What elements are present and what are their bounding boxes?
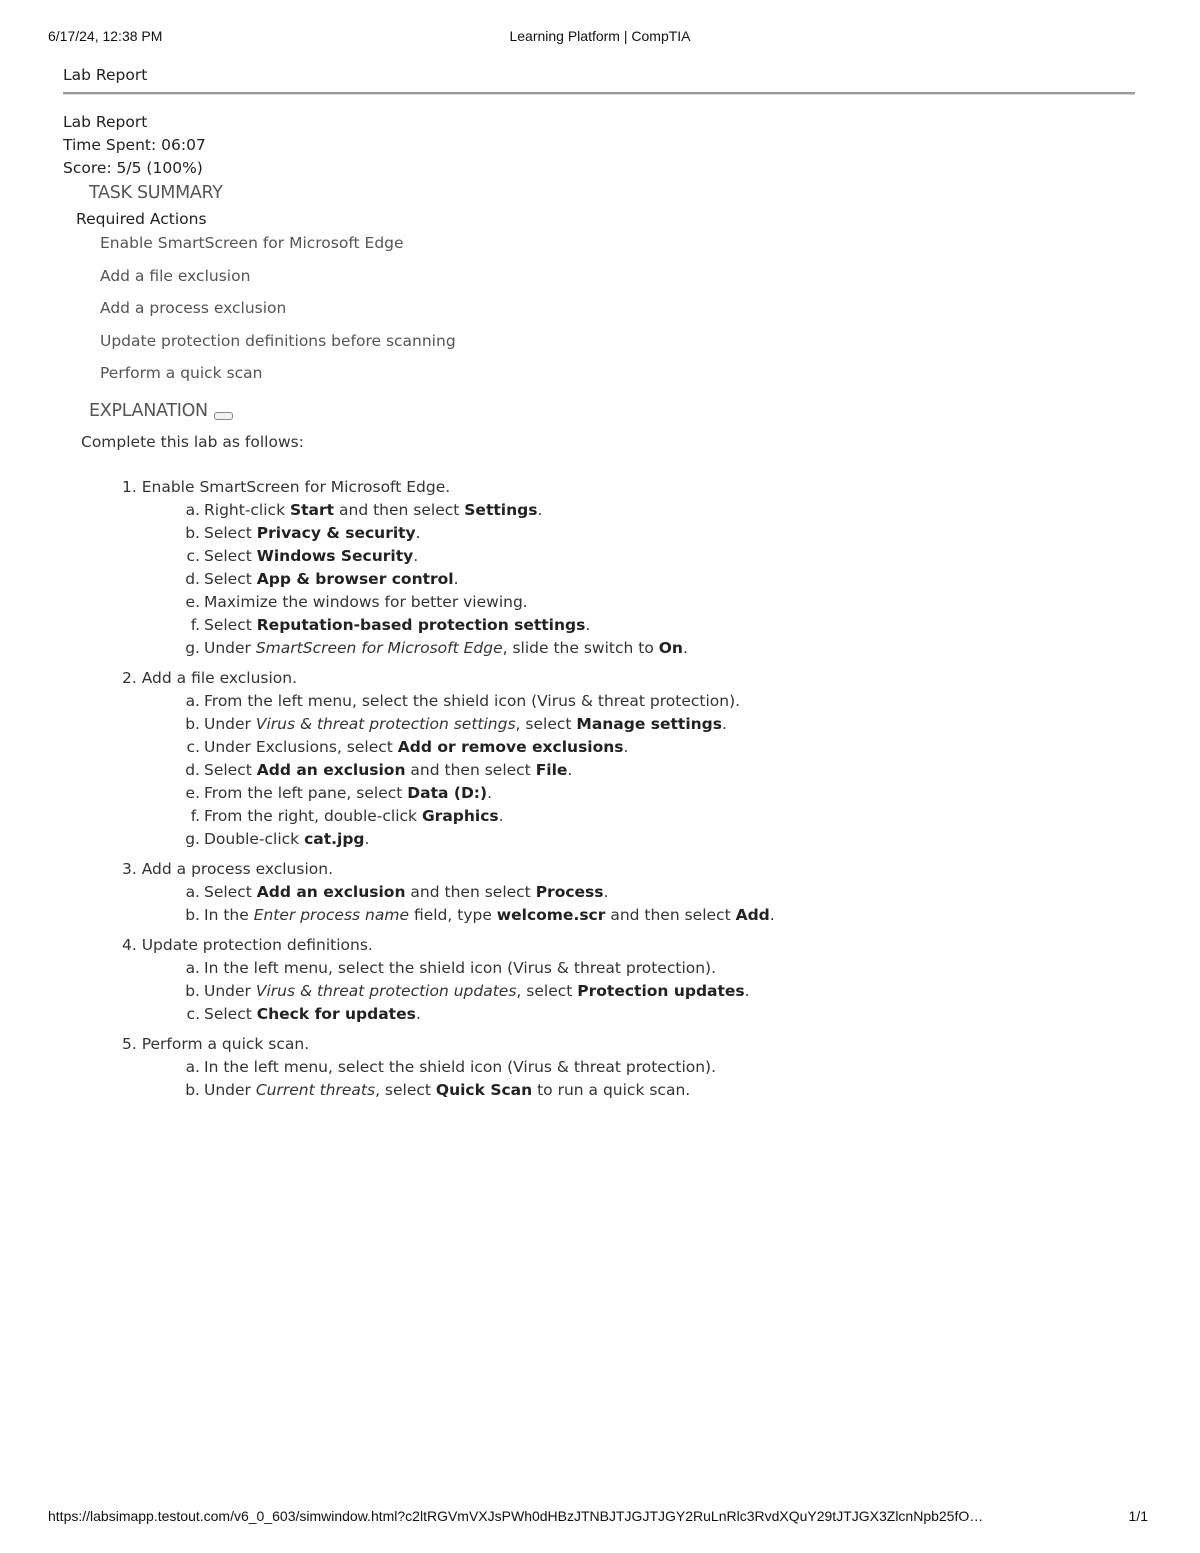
report-meta [63,111,1135,180]
list-item: Add a file exclusion [100,266,251,285]
text-segment: Select [204,615,257,634]
ui-term: Add an exclusion [256,882,406,901]
substep-item [182,904,1135,927]
substep-letter: b. [185,714,200,733]
time-spent: Time Spent: 06:07 [63,136,206,154]
substep-letter: a. [185,691,200,710]
text-segment: From the left pane, select [204,783,408,802]
lab-report [63,64,1135,1109]
step-label: 5. Perform a quick scan. [122,1034,310,1053]
ui-term: Windows Security [256,546,414,565]
substep-list [182,499,1135,660]
text-segment: From the left menu, select the shield icon (Virus & threat protection). [204,691,741,710]
text-segment: Under [204,981,256,1000]
substep-letter: a. [185,500,200,519]
substep-letter: e. [185,783,200,802]
text-segment: . [413,546,419,565]
header-divider [63,92,1135,95]
print-footer [0,1508,1200,1528]
ui-term: Process [535,882,604,901]
text-segment: . [415,523,421,542]
substep-item [182,881,1135,904]
text-segment: Double-click [204,829,305,848]
step-item [122,667,1135,851]
page-count: 1/1 [1128,1508,1148,1524]
ui-term: File [535,760,568,779]
ui-term: welcome.scr [496,905,606,924]
ui-section-name: SmartScreen for Microsoft Edge [255,638,503,657]
text-segment: In the left menu, select the shield icon (Virus & threat protection). [204,958,717,977]
text-segment: Under [204,714,256,733]
substep-letter: b. [185,905,200,924]
ui-term: Reputation-based protection settings [256,615,586,634]
text-segment: Select [204,569,257,588]
text-segment: From the right, double-click [204,806,422,825]
substep-item [182,614,1135,637]
text-segment: , slide the switch to [502,638,659,657]
substep-item [182,957,1135,980]
ui-term: Protection updates [577,981,745,1000]
ui-section-name: Current threats [255,1080,376,1099]
text-segment: Select [204,546,257,565]
explanation-intro: Complete this lab as follows: [81,432,304,451]
substep-letter: c. [186,546,200,565]
collapse-toggle-icon[interactable] [214,412,233,420]
ui-term: Data (D:) [407,783,488,802]
text-segment: . [498,806,504,825]
ui-term: Graphics [421,806,499,825]
page-url: https://labsimapp.testout.com/v6_0_603/simwindow.html?c2ltRGVmVXJsPWh0dHBzJTNBJTJGJTJGY2RuLnRlc3RvdXQuY29tJTJGX3ZlcnNpb25fO… [48,1508,984,1524]
step-label: 1. Enable SmartScreen for Microsoft Edge. [122,477,451,496]
substep-item [182,1056,1135,1079]
substep-letter: e. [185,592,200,611]
text-segment: field, type [409,905,497,924]
substep-item [182,782,1135,805]
ui-term: Quick Scan [435,1080,533,1099]
text-segment: , select [516,981,578,1000]
substep-letter: f. [190,615,200,634]
ui-term: On [658,638,683,657]
substep-letter: d. [185,760,200,779]
step-item [122,1033,1135,1102]
text-segment: . [453,569,459,588]
text-segment: In the [204,905,254,924]
substep-letter: c. [186,737,200,756]
substep-item [182,1079,1135,1102]
substep-letter: g. [185,829,200,848]
list-item: Enable SmartScreen for Microsoft Edge [100,234,404,252]
print-page-title: Learning Platform | CompTIA [509,28,691,44]
substep-item [182,637,1135,660]
list-item: Update protection definitions before scanning [100,331,456,350]
text-segment: . [722,714,727,733]
text-segment: . [623,737,629,756]
ui-term: Manage settings [576,714,722,733]
task-summary-heading: TASK SUMMARY [89,183,223,203]
step-item [122,858,1135,927]
list-item: Add a process exclusion [100,299,287,317]
ui-section-name: Enter process name [253,905,410,924]
substep-list [182,1056,1135,1102]
print-date: 6/17/24, 12:38 PM [48,28,163,44]
substep-item [182,713,1135,736]
substep-item [182,522,1135,545]
step-item [122,476,1135,660]
report-title: Lab Report [63,113,148,131]
substep-item [182,690,1135,713]
substep-letter: d. [185,569,200,588]
substep-item [182,980,1135,1003]
ui-term: Add an exclusion [256,760,406,779]
ui-term: App & browser control [256,569,454,588]
text-segment: and then select [605,905,736,924]
text-segment: . [567,760,573,779]
text-segment: Under [204,638,256,657]
ui-term: Check for updates [256,1004,416,1023]
text-segment: and then select [405,760,536,779]
text-segment: . [585,615,591,634]
ui-term: Privacy & security [256,523,416,542]
text-segment: . [682,638,688,657]
substep-list [182,690,1135,851]
text-segment: Select [204,1004,257,1023]
list-item: Perform a quick scan [100,364,263,382]
substep-item [182,591,1135,614]
text-segment: Select [204,882,257,901]
text-segment: . [537,500,543,519]
text-segment: and then select [405,882,536,901]
substep-item [182,828,1135,851]
substep-item [182,805,1135,828]
substep-letter: g. [185,638,200,657]
required-actions-heading: Required Actions [76,210,207,228]
substep-letter: a. [185,882,200,901]
ui-term: Add [735,905,770,924]
text-segment: . [603,882,609,901]
ui-term: Start [289,500,335,519]
steps-list [122,476,1135,1102]
report-header: Lab Report [63,66,148,84]
substep-letter: a. [185,1057,200,1076]
step-item [122,934,1135,1026]
print-header [0,28,1200,48]
ui-term: Add or remove exclusions [397,737,624,756]
score: Score: 5/5 (100%) [63,159,203,177]
step-label: 4. Update protection definitions. [122,935,373,954]
text-segment: to run a quick scan. [532,1080,691,1099]
substep-item [182,736,1135,759]
substep-letter: b. [185,1080,200,1099]
required-actions-list [100,231,1135,394]
text-segment: Right-click [204,500,290,519]
substep-letter: f. [190,806,200,825]
ui-term: cat.jpg [304,829,365,848]
text-segment: , select [375,1080,436,1099]
text-segment: In the left menu, select the shield icon (Virus & threat protection). [204,1057,717,1076]
text-segment: Under [204,1080,256,1099]
substep-item [182,499,1135,522]
substep-letter: b. [185,981,200,1000]
substep-letter: a. [185,958,200,977]
substep-item [182,1003,1135,1026]
ui-section-name: Virus & threat protection updates [255,981,517,1000]
text-segment: . [769,905,775,924]
substep-letter: c. [186,1004,200,1023]
substep-list [182,957,1135,1026]
text-segment: Select [204,523,257,542]
step-label: 2. Add a file exclusion. [122,668,298,687]
text-segment: . [364,829,370,848]
text-segment: and then select [334,500,465,519]
explanation-heading: EXPLANATION [89,400,208,421]
text-segment: Under Exclusions, select [204,737,398,756]
ui-section-name: Virus & threat protection settings [255,714,516,733]
text-segment: . [415,1004,421,1023]
text-segment: . [744,981,750,1000]
substep-letter: b. [185,523,200,542]
substep-item [182,545,1135,568]
text-segment: Maximize the windows for better viewing. [204,592,528,611]
substep-item [182,759,1135,782]
text-segment: . [487,783,493,802]
step-label: 3. Add a process exclusion. [122,859,333,878]
explanation-heading-row [89,398,1135,425]
ui-term: Settings [464,500,538,519]
substep-list [182,881,1135,927]
text-segment: , select [515,714,577,733]
text-segment: Select [204,760,257,779]
substep-item [182,568,1135,591]
